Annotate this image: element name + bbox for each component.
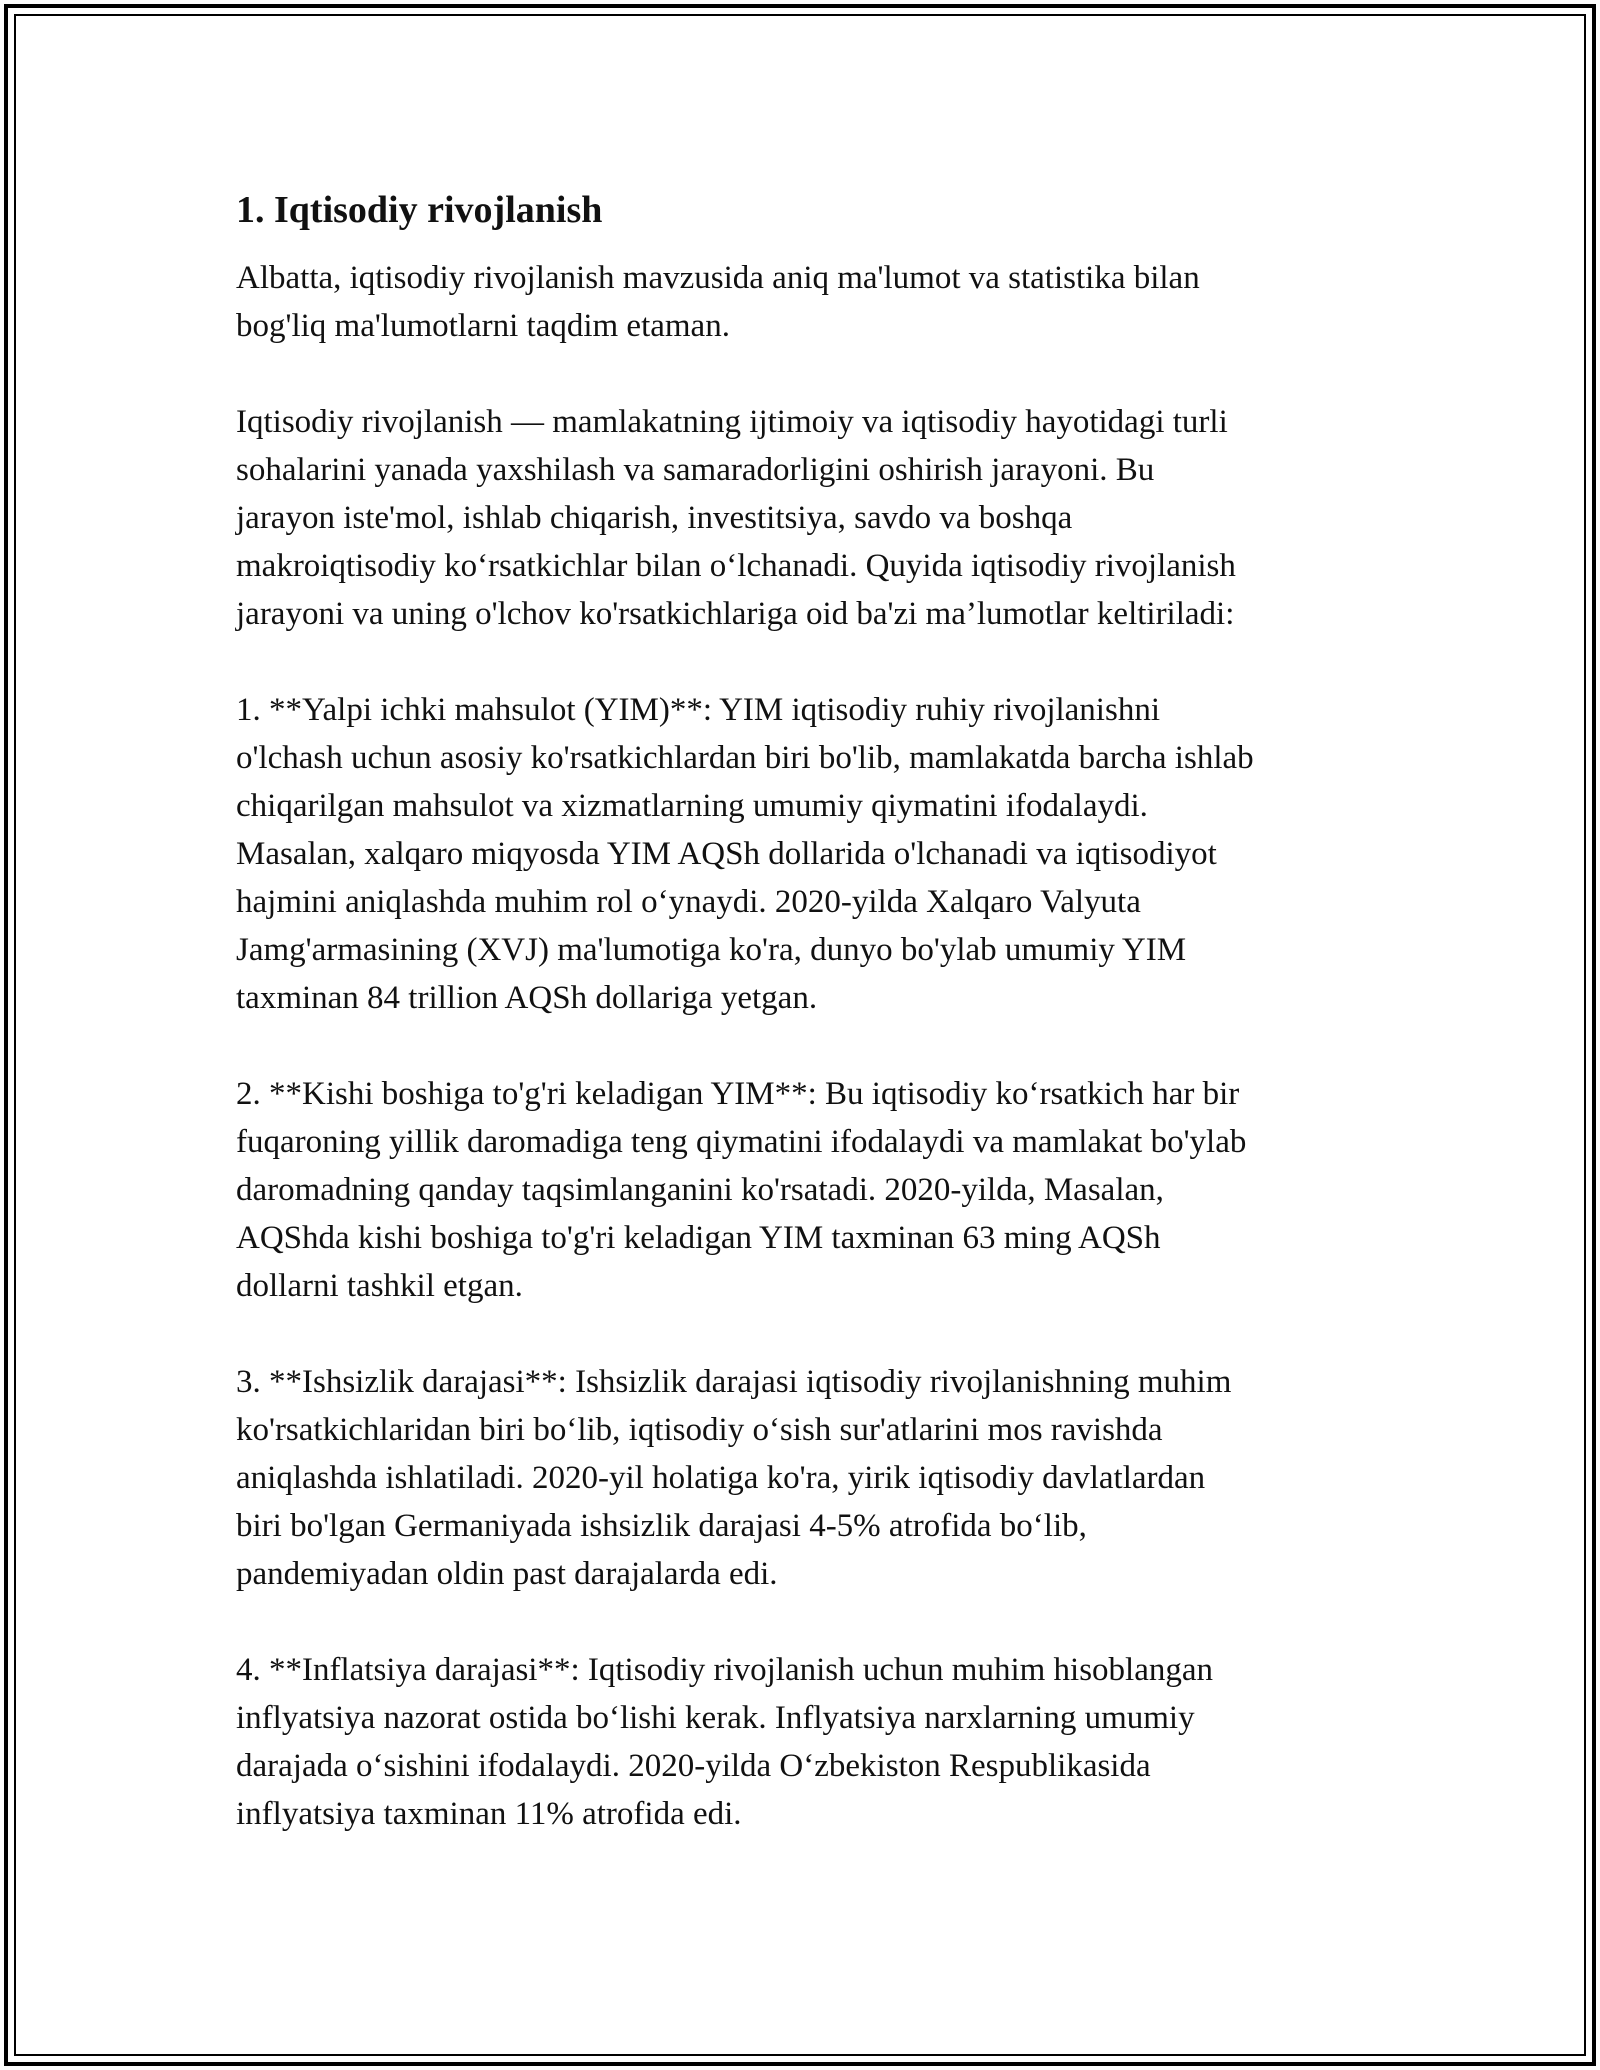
paragraph-gdp: 1. **Yalpi ichki mahsulot (YIM)**: YIM iqtisodiy ruhiy rivojlanishni o'lchash uchun asosiy ko'rsatkichlardan biri bo'lib, mamlakatda barcha ishlab chiqarilgan mahsulot va xizmatlarning umumiy qiymatini ifodalaydi. Masalan, xalqaro miqyosda YIM AQSh dollarida o'lchanadi va iqtisodiyot hajmini aniqlashda muhim rol oʻynaydi. 2020-yilda Xalqaro Valyuta Jamg'armasining (XVJ) ma'lumotiga ko'ra, dunyo bo'ylab umumiy YIM taxminan 84 trillion AQSh dollariga yetgan. [236,692,1254,1016]
paragraph-definition: Iqtisodiy rivojlanish — mamlakatning ijtimoiy va iqtisodiy hayotidagi turli sohalarini yanada yaxshilash va samaradorligini oshirish jarayoni. Bu jarayon iste'mol, ishlab chiqarish, investitsiya, savdo va boshqa makroiqtisodiy koʻrsatkichlar bilan oʻlchanadi. Quyida iqtisodiy rivojlanish jarayoni va uning o'lchov ko'rsatkichlariga oid ba'zi ma’lumotlar keltiriladi: [236,404,1236,632]
paragraph-gdp-per-capita: 2. **Kishi boshiga to'g'ri keladigan YIM**: Bu iqtisodiy koʻrsatkich har bir fuqaroning yillik daromadiga teng qiymatini ifodalaydi va mamlakat bo'ylab daromadning qanday taqsimlanganini ko'rsatadi. 2020-yilda, Masalan, AQShda kishi boshiga to'g'ri keladigan YIM taxminan 63 ming AQSh dollarni tashkil etgan. [236,1076,1247,1304]
paragraph-unemployment: 3. **Ishsizlik darajasi**: Ishsizlik darajasi iqtisodiy rivojlanishning muhim ko'rsatkichlaridan biri boʻlib, iqtisodiy oʻsish sur'atlarini mos ravishda aniqlashda ishlatiladi. 2020-yil holatiga ko'ra, yirik iqtisodiy davlatlardan biri bo'lgan Germaniyada ishsizlik darajasi 4-5% atrofida boʻlib, pandemiyadan oldin past darajalarda edi. [236,1364,1232,1592]
paragraph-intro: Albatta, iqtisodiy rivojlanish mavzusida aniq ma'lumot va statistika bilan bog'liq ma'lumotlarni taqdim etaman. [236,260,1200,344]
document-title: 1. Iqtisodiy rivojlanish [236,189,603,231]
paragraph-inflation: 4. **Inflatsiya darajasi**: Iqtisodiy rivojlanish uchun muhim hisoblangan inflyatsiya nazorat ostida boʻlishi kerak. Inflyatsiya narxlarning umumiy darajada oʻsishini ifodalaydi. 2020-yilda Oʻzbekiston Respublikasida inflyatsiya taxminan 11% atrofida edi. [236,1652,1214,1832]
document-body [236,186,1386,1886]
